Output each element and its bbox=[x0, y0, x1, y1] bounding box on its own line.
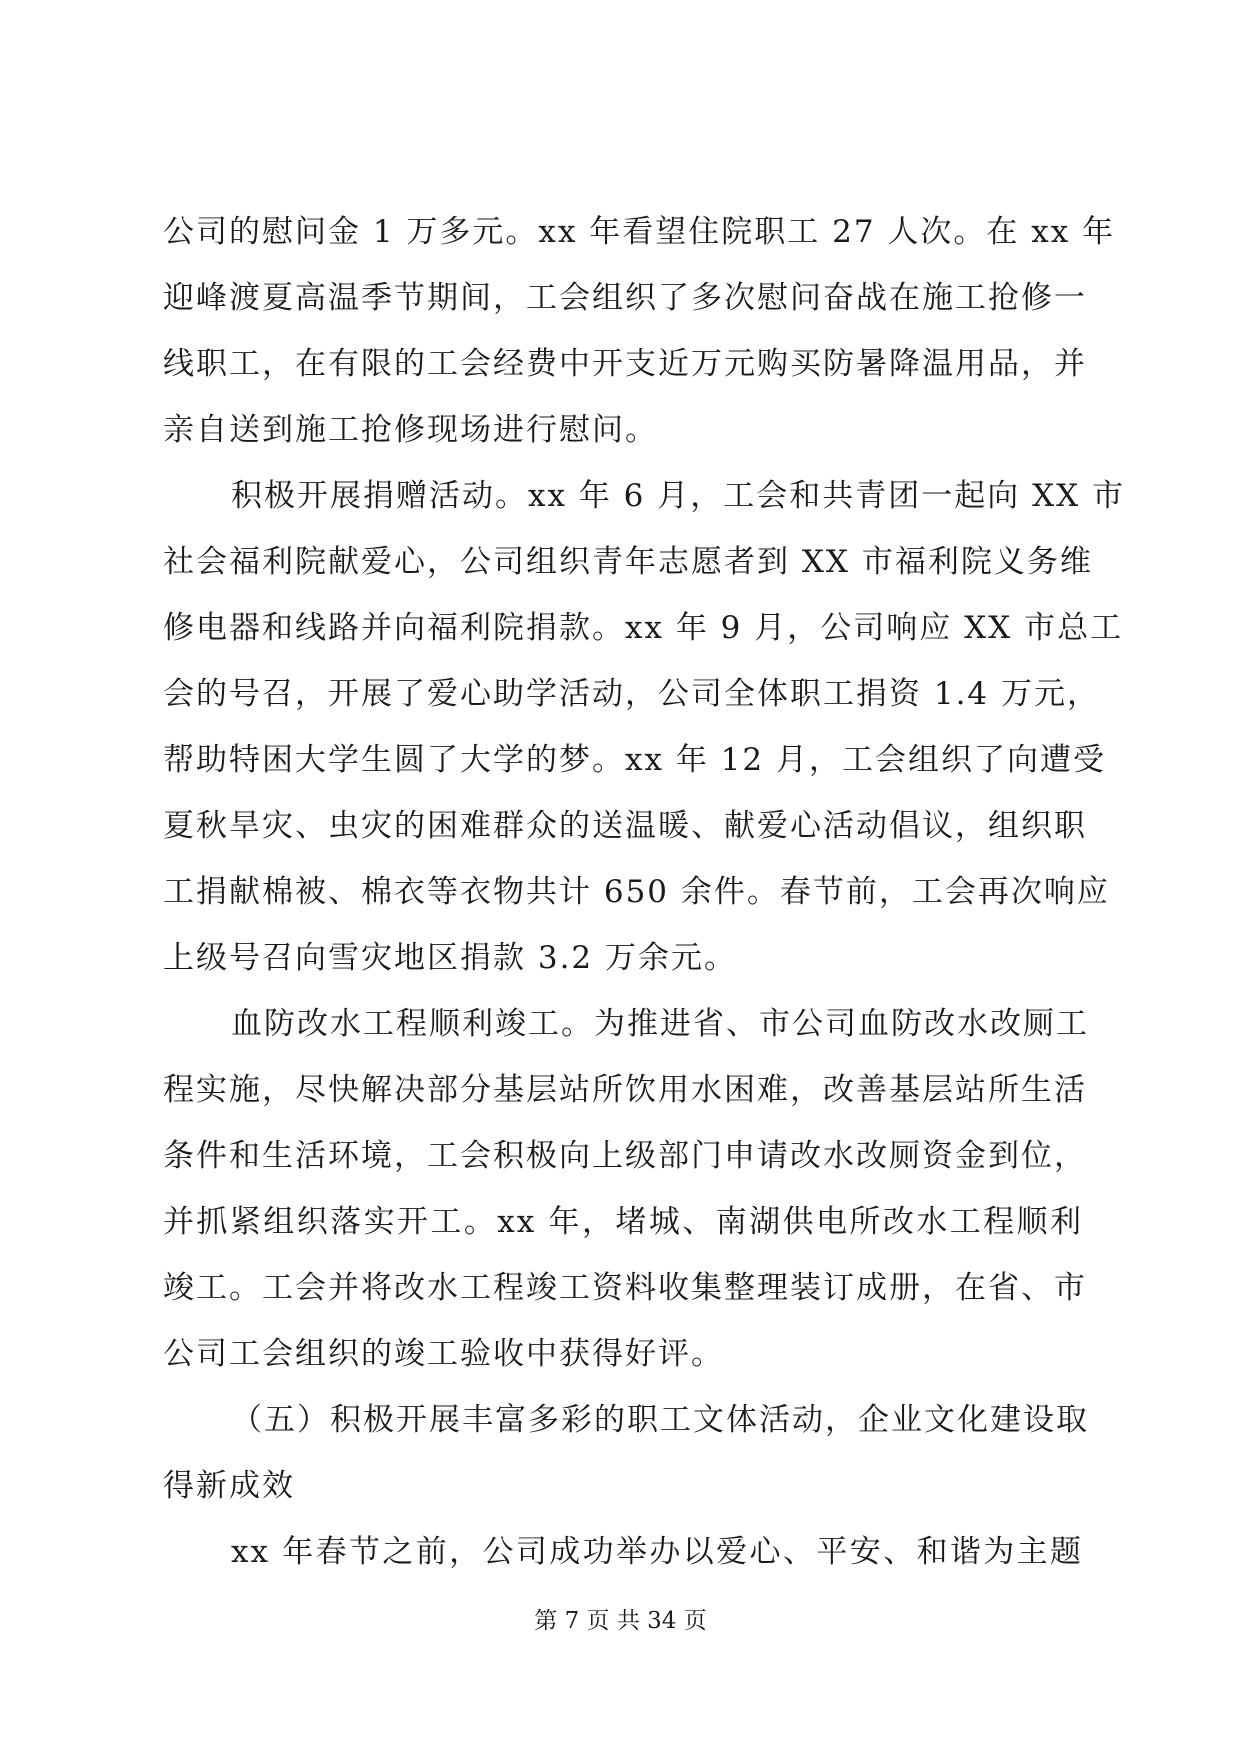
paragraph-3-line-1: 血防改水工程顺利竣工。为推进省、市公司血防改水改厕工 bbox=[231, 1006, 1089, 1042]
paragraph-2-line-8: 上级号召向雪灾地区捐款 3.2 万余元。 bbox=[163, 940, 738, 976]
page-number-footer: 第 7 页 共 34 页 bbox=[534, 1608, 707, 1634]
paragraph-2-line-3: 修电器和线路并向福利院捐款。xx 年 9 月，公司响应 XX 市总工 bbox=[163, 610, 1124, 646]
paragraph-3-line-5: 竣工。工会并将改水工程竣工资料收集整理装订成册，在省、市 bbox=[163, 1270, 1087, 1306]
paragraph-2-line-2: 社会福利院献爱心，公司组织青年志愿者到 XX 市福利院义务维 bbox=[163, 544, 1093, 580]
paragraph-5-line-1: xx 年春节之前，公司成功举办以爱心、平安、和谐为主题 bbox=[231, 1534, 1083, 1570]
paragraph-2-line-6: 夏秋旱灾、虫灾的困难群众的送温暖、献爱心活动倡议，组织职 bbox=[163, 808, 1087, 844]
section-heading-line-2: 得新成效 bbox=[163, 1468, 295, 1504]
paragraph-3-line-2: 程实施，尽快解决部分基层站所饮用水困难，改善基层站所生活 bbox=[163, 1072, 1087, 1108]
section-heading-line-1: （五）积极开展丰富多彩的职工文体活动，企业文化建设取 bbox=[231, 1402, 1089, 1438]
paragraph-3-line-4: 并抓紧组织落实开工。xx 年，堵城、南湖供电所改水工程顺利 bbox=[163, 1204, 1083, 1240]
paragraph-3-line-3: 条件和生活环境，工会积极向上级部门申请改水改厕资金到位， bbox=[163, 1138, 1087, 1174]
paragraph-2-line-5: 帮助特困大学生圆了大学的梦。xx 年 12 月，工会组织了向遭受 bbox=[163, 742, 1106, 778]
paragraph-1-line-3: 线职工，在有限的工会经费中开支近万元购买防暑降温用品，并 bbox=[163, 346, 1087, 382]
paragraph-2-line-7: 工捐献棉被、棉衣等衣物共计 650 余件。春节前，工会再次响应 bbox=[163, 874, 1110, 910]
paragraph-3-line-6: 公司工会组织的竣工验收中获得好评。 bbox=[163, 1336, 724, 1372]
paragraph-2-line-1: 积极开展捐赠活动。xx 年 6 月，工会和共青团一起向 XX 市 bbox=[231, 478, 1126, 514]
paragraph-1-line-4: 亲自送到施工抢修现场进行慰问。 bbox=[163, 412, 658, 448]
paragraph-1-line-2: 迎峰渡夏高温季节期间，工会组织了多次慰问奋战在施工抢修一 bbox=[163, 280, 1087, 316]
paragraph-2-line-4: 会的号召，开展了爱心助学活动，公司全体职工捐资 1.4 万元， bbox=[163, 676, 1101, 712]
paragraph-1-line-1: 公司的慰问金 1 万多元。xx 年看望住院职工 27 人次。在 xx 年 bbox=[163, 214, 1116, 250]
